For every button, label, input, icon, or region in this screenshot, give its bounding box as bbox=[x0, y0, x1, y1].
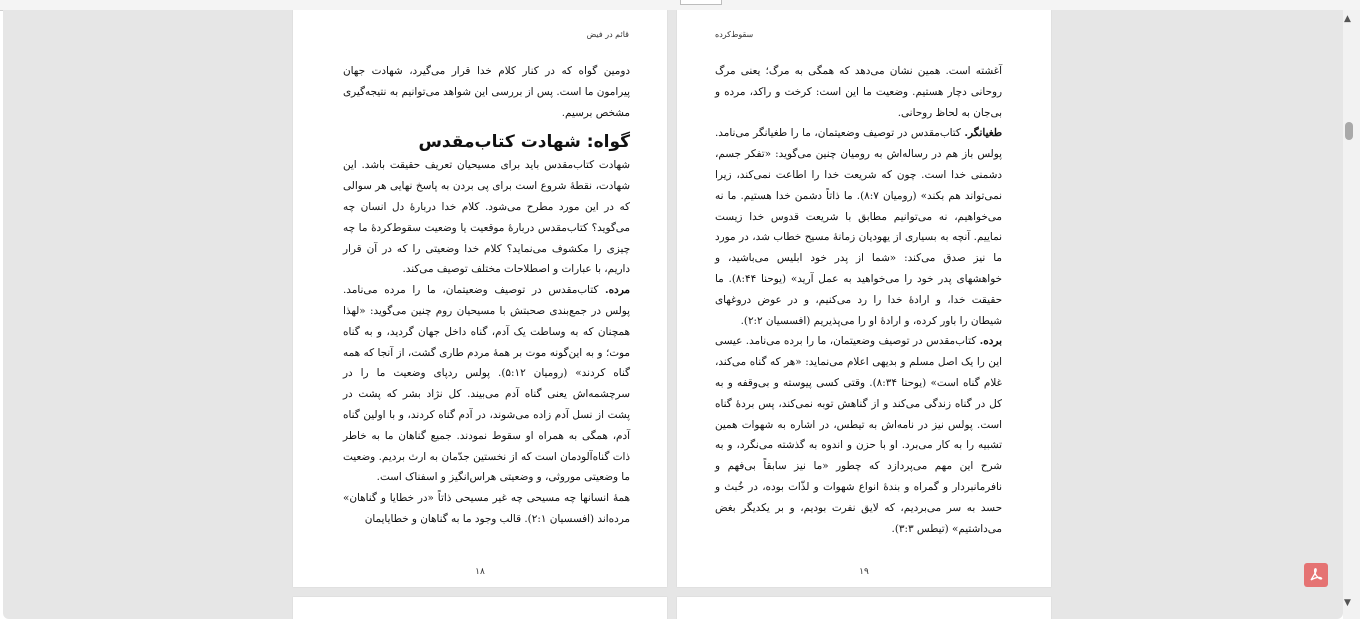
paragraph bbox=[715, 331, 1002, 539]
page-body-left bbox=[343, 61, 630, 530]
scroll-up-arrow-icon[interactable]: ▲ bbox=[1344, 14, 1351, 24]
term-slave: برده. bbox=[979, 335, 1002, 348]
running-header-right: سقوط‌کرده bbox=[715, 30, 754, 39]
paragraph: همهٔ انسانها چه مسیحی چه غیر مسیحی ذاتاً «در خطایا و گناهان» مرده‌اند (افسسیان ۲:۱). قالب وجود ما به گناهان و خطایایمان bbox=[343, 492, 630, 525]
page-number-right: ۱۹ bbox=[859, 567, 869, 577]
term-rebel: طغیانگر. bbox=[964, 127, 1002, 140]
page-18 bbox=[293, 10, 667, 587]
paragraph: شهادت کتاب‌مقدس باید برای مسیحیان تعریف حقیقت باشد. این شهادت، نقطهٔ شروع است برای پی بردن به پاسخ نهایی هر سوالی که در این مورد مطرح می‌شود. کلام خدا دربارهٔ دل انسان چه می‌گوید؟ کتاب‌مقدس دربارهٔ موقعیت یا وضعیت سقوط‌کردهٔ ما چه چیزی را مکشوف می‌نماید؟ کلام خدا وضعیتی را که در آن قرار داریم، با عبارات و اصطلاحات مختلف توصیف می‌کند. bbox=[343, 159, 630, 276]
running-header-left: قائم در فیض bbox=[586, 30, 629, 39]
page-next-right bbox=[677, 597, 1051, 619]
paragraph: آغشته است. همین نشان می‌دهد که همگی به مرگ؛ یعنی مرگ روحانی دچار هستیم. وضعیت ما این است: کرخت و راکد، مرده و بی‌جان به لحاظ روحانی. bbox=[715, 65, 1002, 119]
heading-label: گواه: bbox=[586, 132, 630, 153]
term-dead: مرده. bbox=[605, 284, 630, 297]
scrollbar-thumb[interactable] bbox=[1345, 122, 1353, 140]
paragraph bbox=[343, 280, 630, 488]
paragraph: دومین گواه که در کنار کلام خدا قرار می‌گیرد، شهادت جهان پیرامون ما است. پس از بررسی این شواهد می‌توانیم به نتیجه‌گیری مشخص برسیم. bbox=[343, 65, 630, 119]
page-body-right bbox=[715, 61, 1002, 539]
scroll-down-arrow-icon[interactable]: ▼ bbox=[1344, 598, 1351, 608]
paragraph bbox=[715, 123, 1002, 331]
toolbar-toggle-tab[interactable] bbox=[680, 0, 722, 5]
paragraph-text: کتاب‌مقدس در توصیف وضعیتمان، ما را برده می‌نامد. عیسی این را یک اصل مسلم و بدیهی اعلام می‌نماید: «هر که گناه می‌کند، غلام گناه است» (یوحنا ۸:۳۴). وقتی کسی پیوسته و بی‌وقفه و به کل در گناه زندگی می‌کند و از گناهش توبه نمی‌کند، پس بردهٔ گناه است. پولس نیز در نامه‌اش به تیطس، در اشاره به شهوات همین تشبیه را به کار می‌برد. او با حزن و اندوه به گذشته می‌نگرد، و به شرح این مهم می‌پردازد که چطور «ما نیز سابقاً بی‌فهم و نافرمانبردار و گمراه و بندهٔ انواع شهوات و لذّات بوده، در خُبث و حسد به سر می‌بردیم، که لایق نفرت بودیم، و بر یکدیگر بغض می‌داشتیم» (تیطس ۳:۳). bbox=[715, 335, 1002, 535]
vertical-scrollbar[interactable] bbox=[1343, 10, 1360, 619]
page-next-left bbox=[293, 597, 667, 619]
paragraph-text: کتاب‌مقدس در توصیف وضعیتمان، ما را طغیانگر می‌نامد. پولس باز هم در رساله‌اش به رومیان چنین می‌گوید: «تفکر جسم، دشمنی خدا است. چون که شریعت خدا را اطاعت نمی‌کند، زیرا نمی‌تواند هم بکند» (رومیان ۸:۷). ما ذاتاً دشمن خدا هستیم. ما نه می‌خواهیم، نه می‌توانیم مطابق با شریعت قدوس خدا زیست نماییم. آنچه به بسیاری از یهودیان زمانهٔ مسیح خطاب شد، در مورد ما نیز صدق می‌کند: «شما از پدر خود ابلیس می‌باشید، و خواهشهای پدر خود را می‌خواهید به عمل آرید» (یوحنا ۸:۴۴). ما حقیقت خدا، و ارادهٔ خدا را رد می‌کنیم، و در عوض دروغهای شیطان را باور کرده، و ارادهٔ او را می‌پذیریم (افسسیان ۲:۲). bbox=[715, 127, 1002, 327]
document-viewer[interactable] bbox=[3, 10, 1343, 619]
page-number-left: ۱۸ bbox=[475, 567, 485, 577]
section-heading bbox=[343, 129, 630, 155]
pdf-icon[interactable] bbox=[1304, 563, 1328, 587]
pdf-glyph-icon bbox=[1308, 567, 1324, 583]
paragraph-text: کتاب‌مقدس در توصیف وضعیتمان، ما را مرده می‌نامد. پولس در جمع‌بندی صحبتش با مسیحیان روم چنین می‌گوید: «لهذا همچنان که به وساطت یک آدم، گناه داخل جهان گردید، و به گناه موت؛ و به این‌گونه موت بر همهٔ مردم طاری گشت، از آنجا که همه گناه کردند» (رومیان ۵:۱۲). پولس ردپای وضعیت ما را در سرچشمه‌اش یعنی گناه آدم می‌بیند. کل نژاد بشر که پشت در پشت از نسل آدم زاده می‌شوند، در آدم گناه کردند، و با اولین گناه آدم، همگی به همراه او سقوط نمودند. جمیع گناهان ما به خاطر ذات گناه‌آلودمان است که از نخستین جدّمان به ارث بردیم. وضعیت ما وضعیتی موروثی، و وضعیتی هراس‌انگیز و اسفناک است. bbox=[343, 284, 630, 484]
heading-text: شهادت کتاب‌مقدس bbox=[418, 132, 587, 153]
page-19 bbox=[677, 10, 1051, 587]
